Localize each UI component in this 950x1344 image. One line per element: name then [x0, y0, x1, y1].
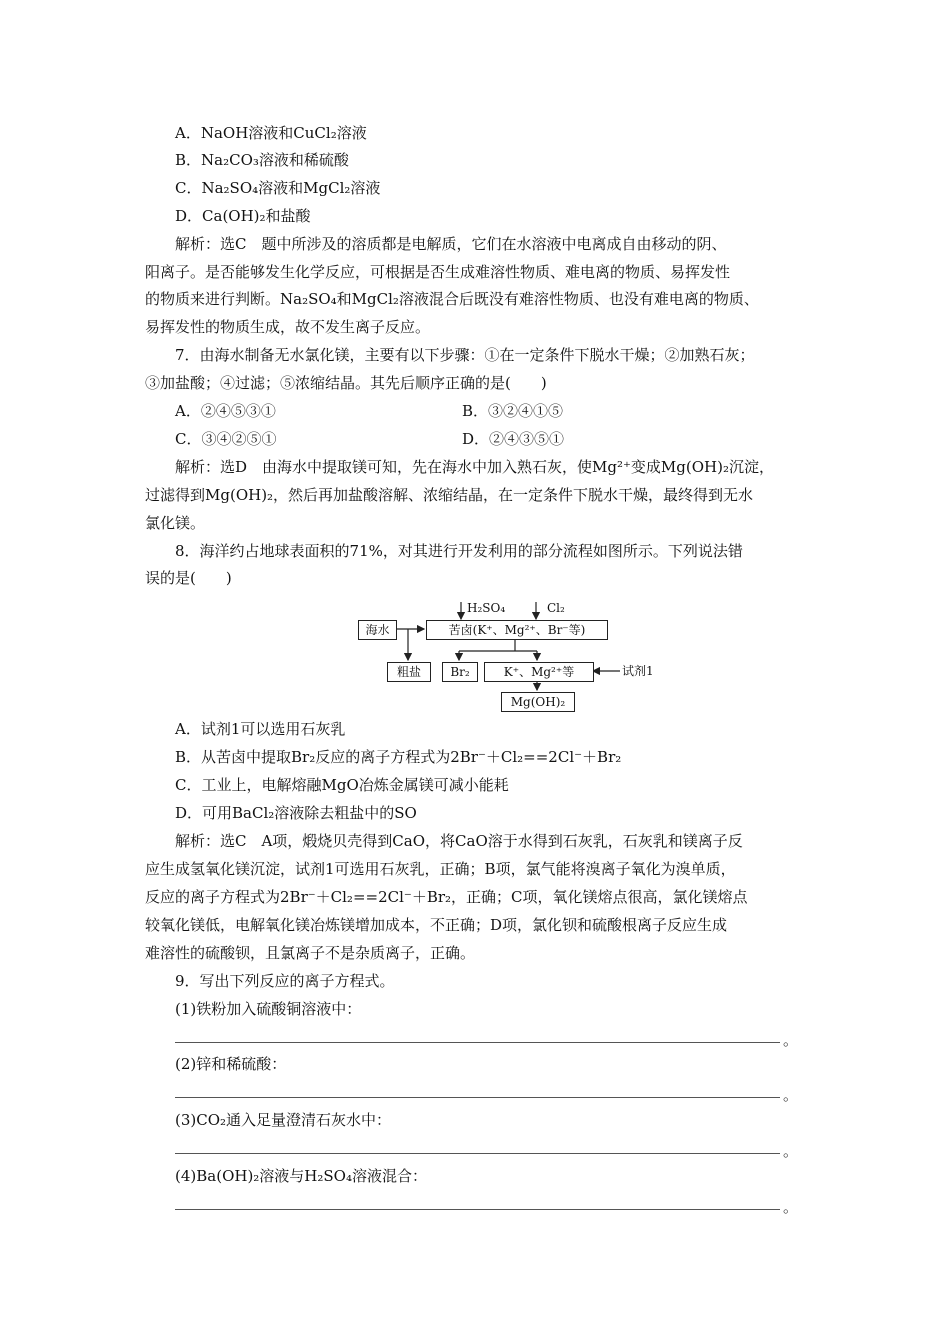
q8-option-b: B．从苦卤中提取Br₂反应的离子方程式为2Br⁻＋Cl₂==2Cl⁻＋Br₂ — [175, 748, 622, 766]
q8-option-d: D．可用BaCl₂溶液除去粗盐中的SO — [175, 804, 417, 822]
q8-analysis-line: 反应的离子方程式为2Br⁻＋Cl₂==2Cl⁻＋Br₂，正确；C项，氧化镁熔点很高，氯化镁熔点 — [145, 888, 748, 906]
q7-option-d: D．②④③⑤① — [462, 430, 565, 448]
q9-part-1: (1)铁粉加入硫酸铜溶液中： — [175, 1000, 362, 1018]
crude-salt-box: 粗盐 — [387, 662, 431, 682]
q7-analysis-line: 氯化镁。 — [145, 514, 206, 532]
q9-part-2: (2)锌和稀硫酸： — [175, 1055, 287, 1073]
q7-option-c: C．③④②⑤① — [175, 430, 277, 448]
reagent1-label: 试剂1 — [622, 664, 654, 678]
seawater-box: 海水 — [358, 620, 397, 640]
h2so4-label: H₂SO₄ — [467, 601, 506, 615]
cl2-label: Cl₂ — [547, 601, 565, 615]
q8-analysis-line: 应生成氢氧化镁沉淀，试剂1可选用石灰乳，正确；B项，氯气能将溴离子氧化为溴单质， — [145, 860, 736, 878]
q8-analysis-line: 解析：选C A项，煅烧贝壳得到CaO，将CaO溶于水得到石灰乳，石灰乳和镁离子反 — [175, 832, 743, 850]
q8-option-c: C．工业上，电解熔融MgO冶炼金属镁可减小能耗 — [175, 776, 509, 794]
q6-option-c: C．Na₂SO₄溶液和MgCl₂溶液 — [175, 179, 381, 197]
q6-option-b: B．Na₂CO₃溶液和稀硫酸 — [175, 151, 349, 169]
q8-stem-line: 8．海洋约占地球表面积的71%，对其进行开发利用的部分流程如图所示。下列说法错 — [175, 542, 743, 560]
q6-analysis-line: 阳离子。是否能够发生化学反应，可根据是否生成难溶性物质、难电离的物质、易挥发性 — [145, 263, 731, 281]
period-mark: 。 — [783, 1086, 799, 1104]
q6-option-d: D．Ca(OH)₂和盐酸 — [175, 207, 311, 225]
q6-analysis-line: 的物质来进行判断。Na₂SO₄和MgCl₂溶液混合后既没有难溶性物质、也没有难电离的物质、 — [145, 290, 759, 308]
q7-analysis-line: 解析：选D 由海水中提取镁可知，先在海水中加入熟石灰，使Mg²⁺变成Mg(OH)₂沉淀， — [175, 458, 774, 476]
q8-stem-line: 误的是( ) — [145, 569, 232, 587]
period-mark: 。 — [783, 1031, 799, 1049]
q7-analysis-line: 过滤得到Mg(OH)₂，然后再加盐酸溶解、浓缩结晶，在一定条件下脱水干燥，最终得到无水 — [145, 486, 754, 504]
answer-line-4[interactable] — [175, 1209, 780, 1210]
answer-line-1[interactable] — [175, 1042, 780, 1043]
q6-analysis-line: 易挥发性的物质生成，故不发生离子反应。 — [145, 318, 431, 336]
period-mark: 。 — [783, 1198, 799, 1216]
q6-option-a: A．NaOH溶液和CuCl₂溶液 — [175, 124, 367, 142]
k-mg-box: K⁺、Mg²⁺等 — [484, 662, 594, 682]
q7-option-a: A．②④⑤③① — [175, 402, 276, 420]
br2-box: Br₂ — [442, 662, 478, 682]
q8-option-a: A．试剂1可以选用石灰乳 — [175, 720, 346, 738]
answer-line-2[interactable] — [175, 1097, 780, 1098]
q6-analysis-line: 解析：选C 题中所涉及的溶质都是电解质，它们在水溶液中电离成自由移动的阴、 — [175, 235, 727, 253]
period-mark: 。 — [783, 1142, 799, 1160]
q7-stem-line: 7．由海水制备无水氯化镁，主要有以下步骤：①在一定条件下脱水干燥；②加熟石灰； — [175, 346, 755, 364]
q7-option-b: B．③②④①⑤ — [462, 402, 564, 420]
q9-part-3: (3)CO₂通入足量澄清石灰水中： — [175, 1111, 392, 1129]
q7-stem-line: ③加盐酸；④过滤；⑤浓缩结晶。其先后顺序正确的是( ) — [145, 374, 547, 392]
mgoh2-box: Mg(OH)₂ — [501, 692, 575, 712]
q8-analysis-line: 较氧化镁低，电解氧化镁冶炼镁增加成本，不正确；D项，氯化钡和硫酸根离子反应生成 — [145, 916, 728, 934]
q9-part-4: (4)Ba(OH)₂溶液与H₂SO₄溶液混合： — [175, 1167, 427, 1185]
answer-line-3[interactable] — [175, 1153, 780, 1154]
q8-analysis-line: 难溶性的硫酸钡，且氯离子不是杂质离子，正确。 — [145, 944, 476, 962]
q9-stem: 9．写出下列反应的离子方程式。 — [175, 972, 395, 990]
brine-box: 苦卤(K⁺、Mg²⁺、Br⁻等) — [426, 620, 608, 640]
